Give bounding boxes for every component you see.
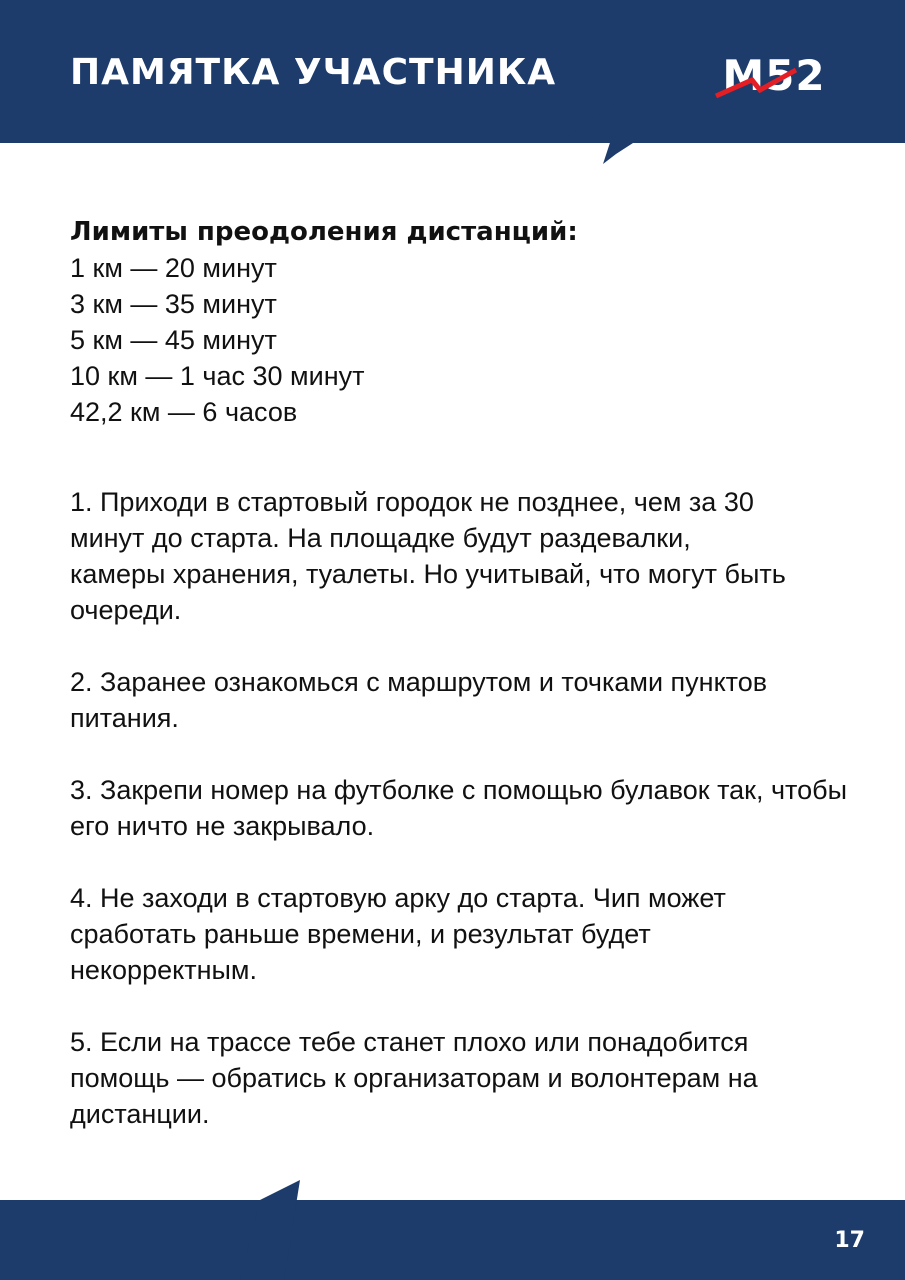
- limit-item: 10 км — 1 час 30 минут: [70, 361, 365, 391]
- limit-item: 1 км — 20 минут: [70, 253, 277, 283]
- logo-bolt-icon: [708, 52, 840, 100]
- page-number: 17: [834, 1228, 865, 1253]
- logo-text: М52: [722, 51, 826, 100]
- rule-paragraph: 3. Закрепи номер на футболке с помощью булавок так, чтобы его ничто не закрывало.: [70, 775, 847, 841]
- rule-paragraph: 4. Не заходи в стартовую арку до старта. Чип может сработать раньше времени, и результат будет некорректным.: [70, 883, 726, 985]
- rule-paragraph: 2. Заранее ознакомься с маршрутом и точками пунктов питания.: [70, 667, 768, 733]
- limit-item: 42,2 км — 6 часов: [70, 397, 298, 427]
- rule-paragraph: 5. Если на трассе тебе станет плохо или понадобится помощь — обратись к организаторам и волонтерам на дистанции.: [70, 1027, 758, 1129]
- page-title: ПАМЯТКА УЧАСТНИКА: [70, 52, 557, 93]
- limit-item: 3 км — 35 минут: [70, 289, 277, 319]
- m52-logo: [708, 52, 840, 100]
- limits-section: [70, 214, 850, 430]
- limits-heading: Лимиты преодоления дистанций:: [70, 217, 578, 247]
- main-content: [70, 214, 850, 1168]
- limit-item: 5 км — 45 минут: [70, 325, 277, 355]
- rule-paragraph: 1. Приходи в стартовый городок не позднее, чем за 30 минут до старта. На площадке будут раздевалки, камеры хранения, туалеты. Но учитывай, что могут быть очереди.: [70, 487, 786, 625]
- lightning-bolt-icon: [0, 1170, 905, 1280]
